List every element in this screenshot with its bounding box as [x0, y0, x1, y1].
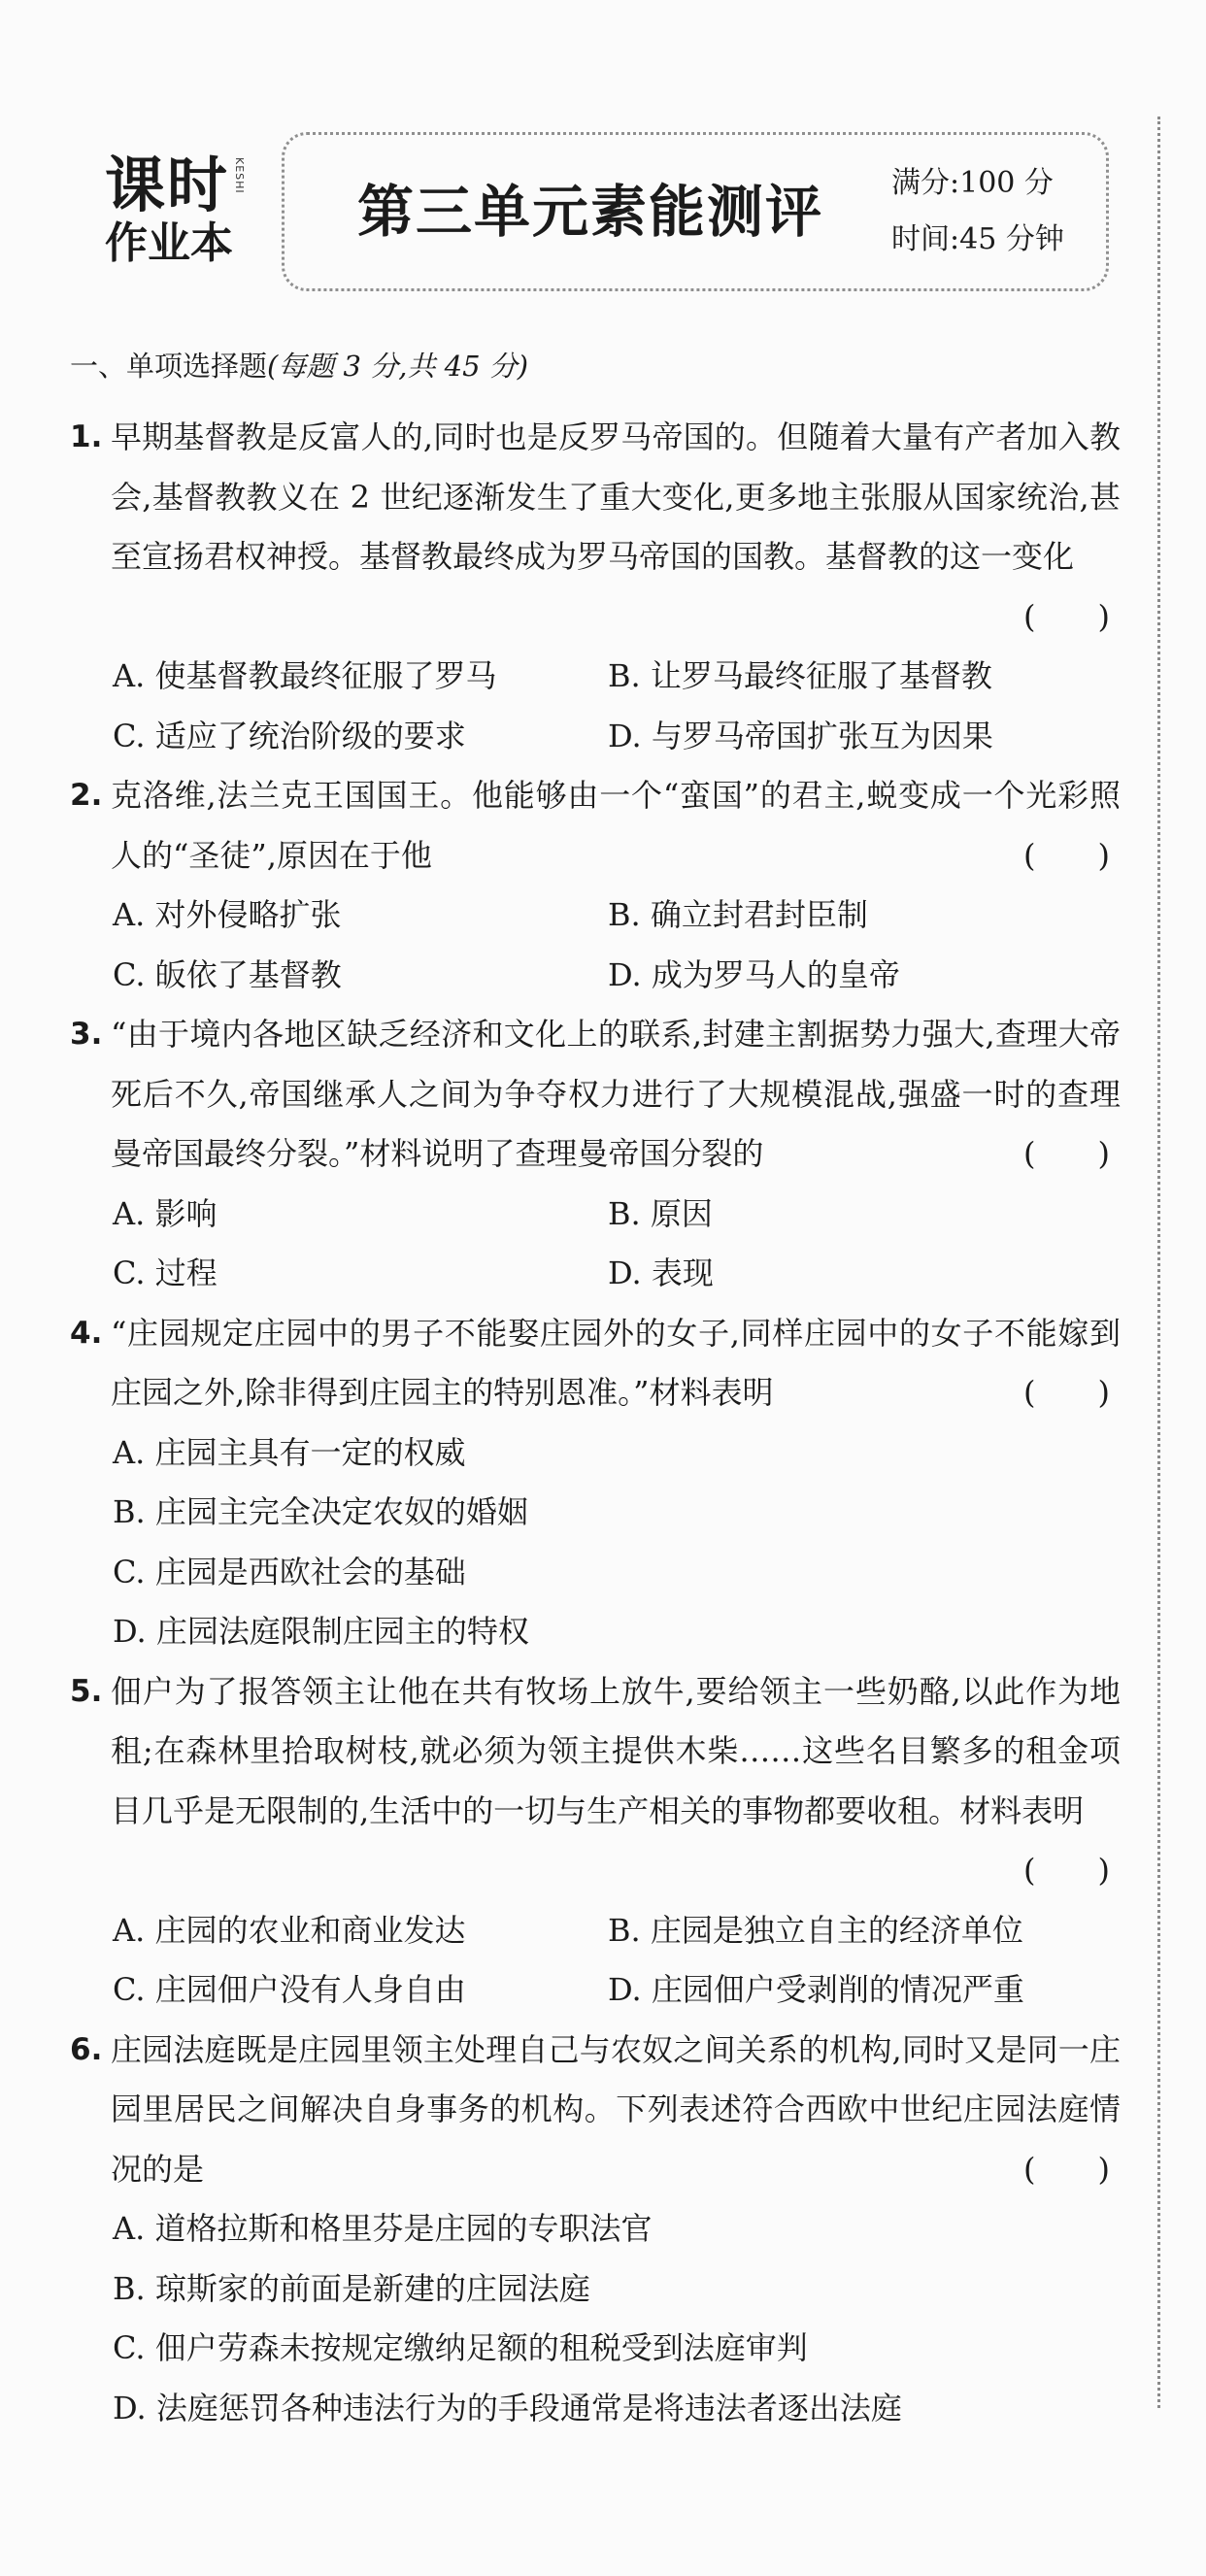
option-a: A. 庄园主具有一定的权威	[113, 1433, 466, 1471]
logo	[105, 150, 260, 268]
option-c: C. 适应了统治阶级的要求	[113, 717, 466, 754]
answer-blank: ( )	[1023, 1374, 1110, 1411]
option-b: B. 琼斯家的前面是新建的庄园法庭	[113, 2269, 590, 2307]
question-number: 4.	[70, 1315, 103, 1351]
question-text: 庄园法庭既是庄园里领主处理自己与农奴之间关系的机构,同时又是同一庄园里居民之间解决自身事务的机构。下列表述符合西欧中世纪庄园法庭情况的是	[111, 2030, 1121, 2188]
option-b: B. 让罗马最终征服了基督教	[608, 657, 992, 694]
section-note: (每题 3 分,共 45 分)	[267, 350, 529, 383]
question-number: 6.	[70, 2031, 103, 2067]
option-d: D. 表现	[608, 1255, 714, 1291]
option-d: D. 成为罗马人的皇帝	[608, 955, 900, 993]
question-text: “由于境内各地区缺乏经济和文化上的联系,封建主割据势力强大,查理大帝死后不久,帝国继承人之间为争夺权力进行了大规模混战,强盛一时的查理曼帝国最终分裂。”材料说明了查理曼帝国分裂的	[111, 1016, 1121, 1172]
margin-dotted-line	[1157, 117, 1160, 2408]
option-c: C. 庄园是西欧社会的基础	[113, 1553, 466, 1590]
option-a: A. 道格拉斯和格里芬是庄园的专职法官	[113, 2210, 653, 2247]
logo-small-text: KESHI	[233, 157, 247, 194]
section-title: 一、单项选择题	[70, 350, 268, 383]
option-c: C. 佃户劳森未按规定缴纳足额的租税受到法庭审判	[113, 2329, 808, 2366]
option-d: D. 与罗马帝国扩张互为因果	[608, 717, 993, 754]
logo-main-text: 课时	[105, 150, 230, 220]
title-box	[282, 132, 1109, 291]
question-text: “庄园规定庄园中的男子不能娶庄园外的女子,同样庄园中的女子不能嫁到庄园之外,除非得到庄园主的特别恩准。”材料表明	[111, 1314, 1121, 1411]
answer-blank: ( )	[1023, 597, 1110, 635]
answer-blank: ( )	[1023, 836, 1110, 874]
question-2	[70, 766, 1121, 1005]
question-5	[70, 1662, 1121, 2021]
question-4	[70, 1304, 1121, 1662]
question-text: 佃户为了报答领主让他在共有牧场上放牛,要给领主一些奶酪,以此作为地租;在森林里拾取树枝,就必须为领主提供木柴……这些名目繁多的租金项目几乎是无限制的,生活中的一切与生产相关的事物都要收租。材料表明	[111, 1672, 1121, 1829]
option-c: C. 过程	[113, 1255, 218, 1291]
question-number: 1.	[70, 419, 103, 454]
option-c: C. 皈依了基督教	[113, 955, 342, 993]
section-heading	[70, 347, 528, 385]
option-b: B. 庄园是独立自主的经济单位	[608, 1911, 1023, 1949]
full-score: 满分:100 分	[891, 166, 1054, 200]
question-number: 5.	[70, 1673, 103, 1709]
option-d: D. 法庭惩罚各种违法行为的手段通常是将违法者逐出法庭	[113, 2389, 902, 2426]
option-b: B. 庄园主完全决定农奴的婚姻	[113, 1493, 528, 1530]
time-limit: 时间:45 分钟	[891, 222, 1064, 256]
question-list	[70, 408, 1121, 2438]
question-1	[70, 408, 1121, 766]
question-text: 早期基督教是反富人的,同时也是反罗马帝国的。但随着大量有产者加入教会,基督教教义在 2 世纪逐渐发生了重大变化,更多地主张服从国家统治,甚至宣扬君权神授。基督教最终成为罗马帝国的国教。基督教的这一变化	[111, 418, 1121, 575]
option-a: A. 对外侵略扩张	[113, 896, 342, 933]
option-d: D. 庄园佃户受剥削的情况严重	[608, 1971, 1024, 2008]
page-title: 第三单元素能测评	[357, 179, 824, 245]
logo-sub-text: 作业本	[105, 218, 233, 268]
answer-blank: ( )	[1023, 2150, 1110, 2188]
question-6	[70, 2021, 1121, 2439]
option-b: B. 原因	[608, 1194, 713, 1232]
option-a: A. 庄园的农业和商业发达	[113, 1911, 466, 1949]
answer-blank: ( )	[1023, 1852, 1110, 1889]
option-d: D. 庄园法庭限制庄园主的特权	[113, 1613, 529, 1650]
option-b: B. 确立封君封臣制	[608, 896, 868, 933]
answer-blank: ( )	[1023, 1135, 1110, 1172]
question-number: 2.	[70, 778, 103, 813]
option-a: A. 使基督教最终征服了罗马	[113, 657, 497, 694]
question-3	[70, 1005, 1121, 1304]
question-text: 克洛维,法兰克王国国王。他能够由一个“蛮国”的君主,蜕变成一个光彩照人的“圣徒”,原因在于他	[111, 777, 1121, 874]
option-a: A. 影响	[113, 1194, 218, 1232]
question-number: 3.	[70, 1017, 103, 1052]
option-c: C. 庄园佃户没有人身自由	[113, 1971, 466, 2008]
